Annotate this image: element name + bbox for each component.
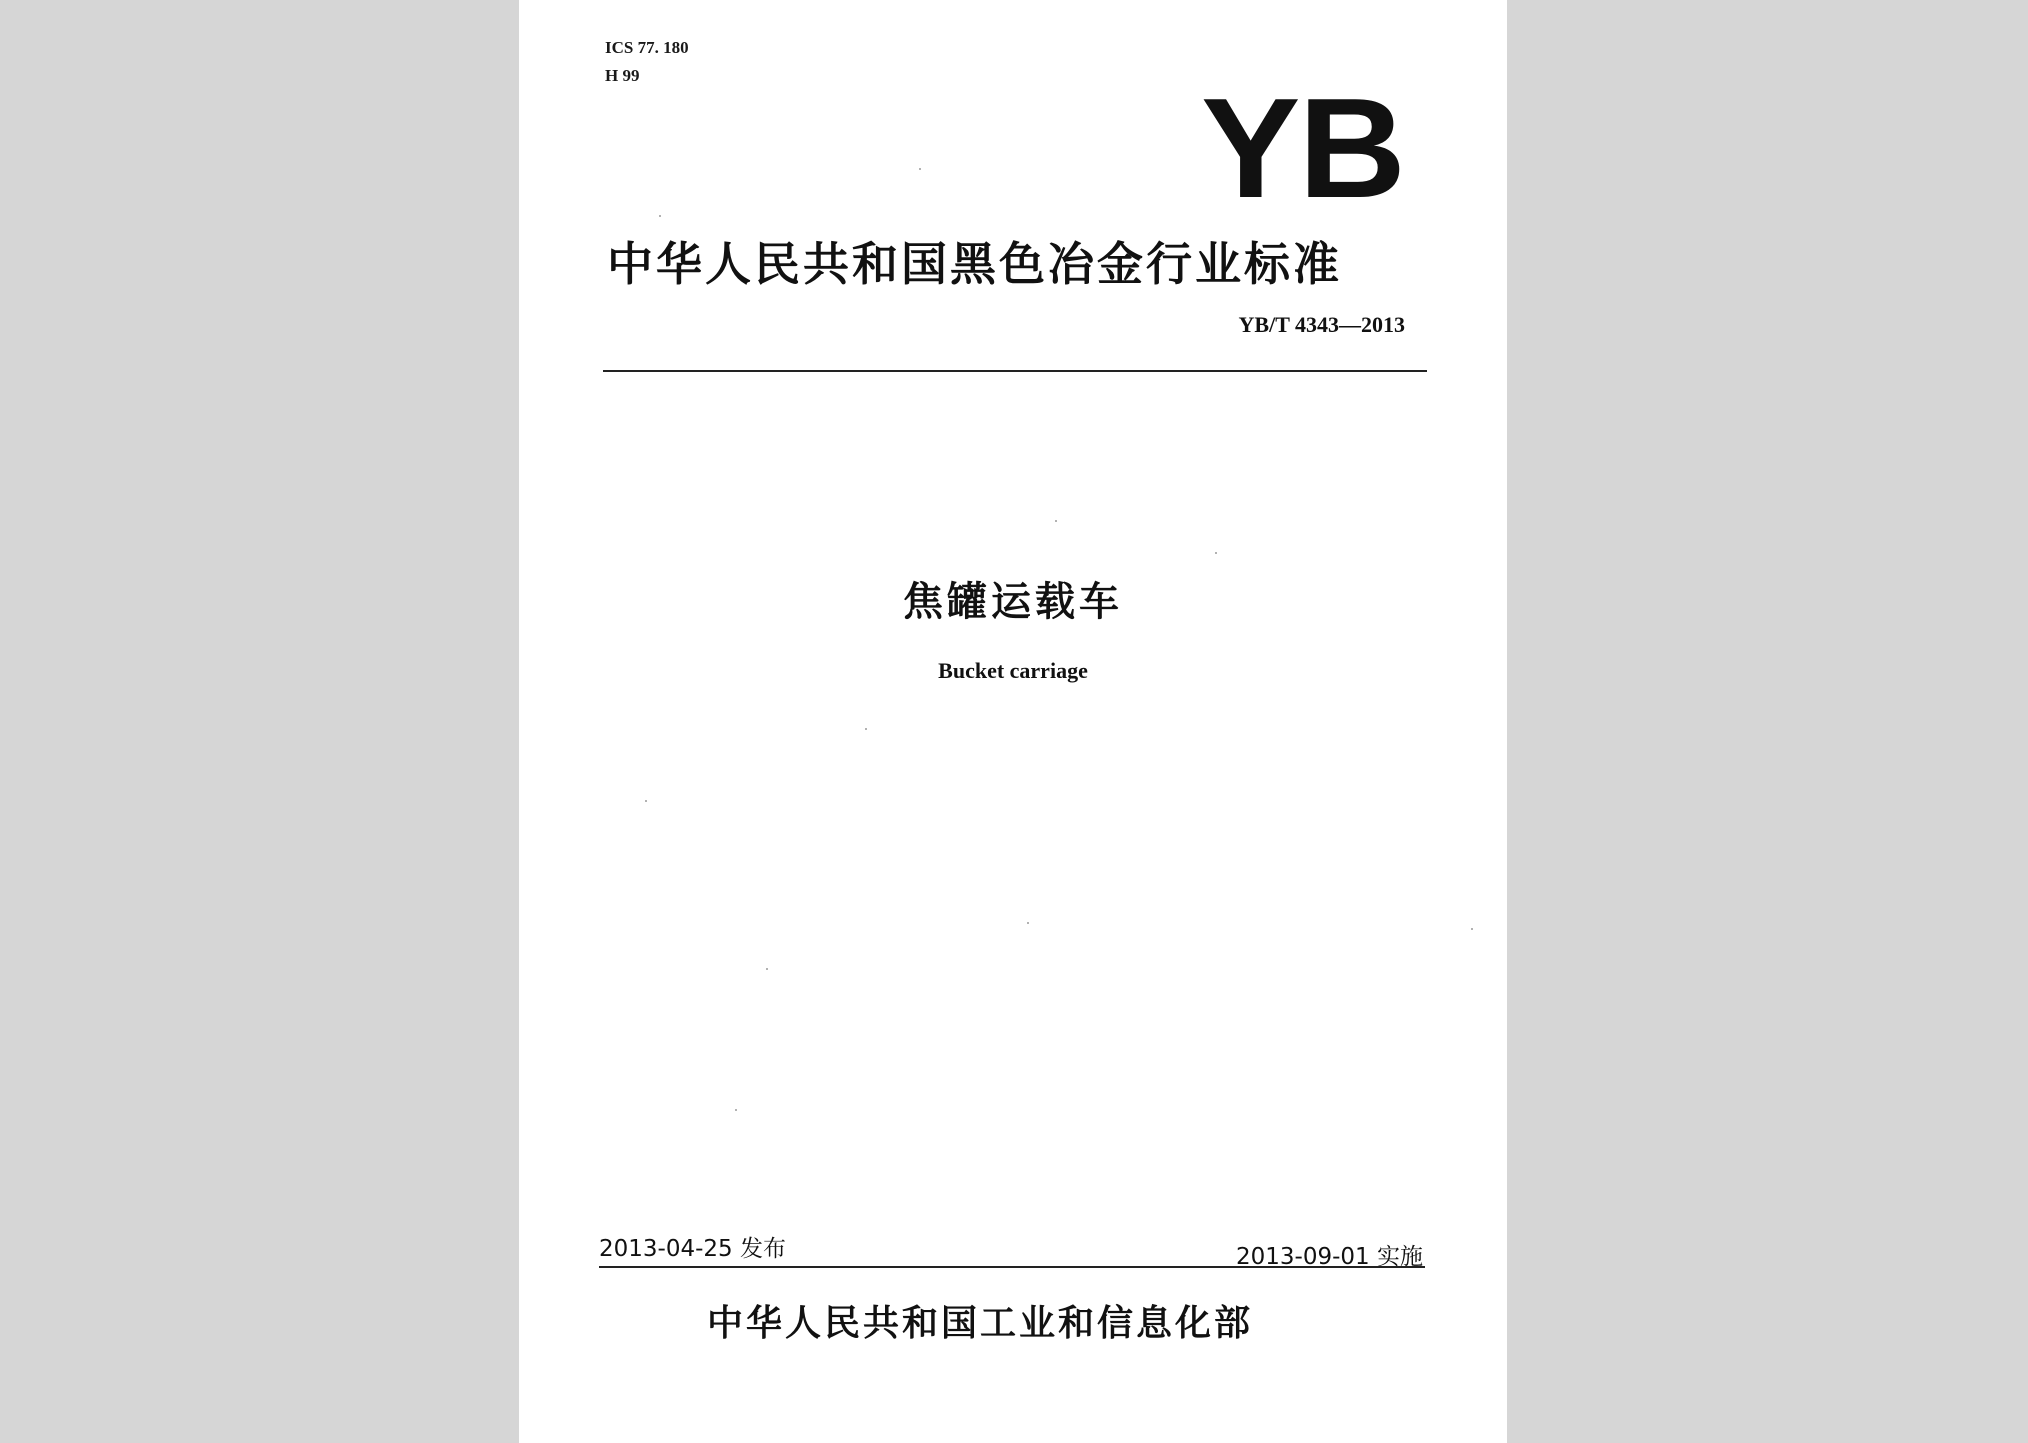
scan-speck (766, 968, 768, 970)
ics-code: ICS 77. 180 (605, 38, 689, 57)
yb-logo: YB (1201, 69, 1404, 228)
publish-date: 2013-04-25 发布 (599, 1236, 786, 1262)
implement-date: 2013-09-01 实施 (1236, 1244, 1423, 1270)
footer-divider (599, 1266, 1425, 1268)
scan-speck (735, 1109, 737, 1111)
classification-codes (605, 34, 689, 90)
scan-speck (1027, 922, 1029, 924)
standard-number: YB/T 4343—2013 (1238, 312, 1405, 337)
ccs-code: H 99 (605, 66, 640, 85)
issuer-name: 中华人民共和国工业和信息化部 (707, 1303, 1254, 1344)
issuer-name-cropped (707, 1303, 1267, 1344)
document-title-chinese: 焦罐运载车 (903, 579, 1123, 625)
scan-speck (919, 168, 921, 170)
header-divider (603, 370, 1427, 372)
scan-speck (1471, 928, 1473, 930)
scan-speck (865, 728, 867, 730)
standard-body-title: 中华人民共和国黑色冶金行业标准 (607, 237, 1342, 291)
scan-speck (659, 215, 661, 217)
scan-speck (1055, 520, 1057, 522)
scan-speck (1215, 552, 1217, 554)
document-title-english: Bucket carriage (938, 658, 1088, 683)
document-page (519, 0, 1507, 1443)
scan-speck (645, 800, 647, 802)
